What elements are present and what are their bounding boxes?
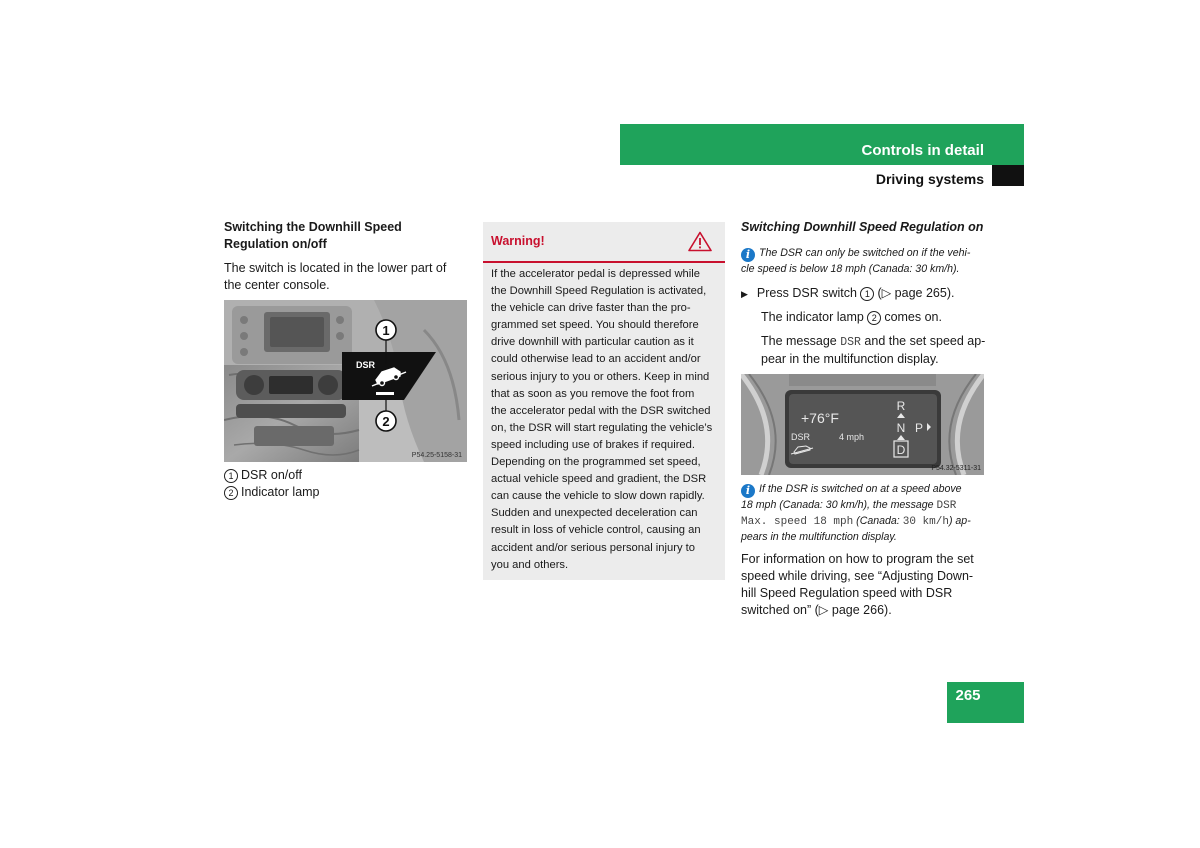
message-code: Max. speed 18 mph	[741, 516, 854, 528]
legend-number: 2	[224, 486, 238, 500]
display-figure-code: P54.32-5311-31	[931, 465, 981, 472]
instruction-step	[741, 285, 987, 303]
info-note-text: 18 mph (Canada: 30 km/h), the message	[741, 499, 934, 511]
display-speed: 4 mph	[839, 432, 865, 442]
page-reference: (▷ page 265).	[877, 286, 955, 300]
figure-code: P54.25-5158-31	[411, 452, 462, 459]
paragraph-line: For information on how to program the set	[741, 552, 974, 566]
right-heading: Switching Downhill Speed Regulation on	[741, 220, 984, 234]
page-number: 265	[955, 687, 981, 704]
info-note-1	[741, 246, 987, 277]
message-text-post: and the set speed ap-	[864, 334, 986, 348]
info-note-line: cle speed is below 18 mph (Canada: 30 km/h).	[741, 263, 960, 275]
info-note-line: pears in the multifunction display.	[741, 531, 897, 543]
warning-line: If the accelerator pedal is depressed while	[491, 268, 700, 280]
warning-line: Sudden and unexpected deceleration can	[491, 507, 698, 520]
warning-line: the accelerator pedal with the DSR switched	[491, 404, 711, 417]
callout-1: 1	[382, 323, 390, 338]
warning-line: serious injury to you or others. Keep in mind	[491, 370, 710, 383]
warning-line: the Downhill Speed Regulation is activated,	[491, 285, 707, 298]
warning-line: that as soon as you remove the foot from	[491, 387, 695, 400]
message-text-line2: pear in the multifunction display.	[761, 352, 939, 366]
gear-r: R	[896, 399, 906, 413]
center-console-figure	[224, 300, 467, 462]
display-dsr-label: DSR	[791, 432, 811, 442]
message-code: DSR	[840, 336, 861, 349]
warning-line: could otherwise lead to an accident and/or	[491, 353, 701, 366]
multifunction-display-figure	[741, 374, 984, 475]
legend-item	[224, 484, 464, 501]
warning-line: drive downhill with particular caution as it	[491, 336, 694, 349]
gear-d: D	[896, 443, 906, 457]
warning-line: can cause the vehicle to slow down rapidly.	[491, 490, 705, 503]
bullet-arrow-icon: ▶	[741, 289, 748, 299]
lamp-number: 2	[867, 311, 881, 325]
legend-text: DSR on/off	[241, 468, 302, 482]
warning-triangle-icon	[688, 231, 712, 257]
warning-line: on, the DSR will start regulating the vehicle’s	[491, 421, 713, 434]
info-note-text: (Canada:	[856, 515, 900, 527]
display-temperature: +76°F	[801, 410, 839, 426]
warning-line: the vehicle can drive faster than the pro-	[491, 302, 691, 315]
warning-divider	[483, 261, 725, 263]
step-number: 1	[860, 287, 874, 301]
section-subtitle: Driving systems	[875, 171, 984, 187]
header-tab-marker	[992, 165, 1024, 186]
left-column	[224, 219, 464, 294]
warning-line: result in loss of vehicle control, causing an	[491, 524, 701, 537]
warning-line: grammed set speed. You should therefore	[491, 319, 699, 332]
warning-title: Warning!	[491, 234, 545, 248]
paragraph-line: switched on” (▷ page 266).	[741, 603, 892, 617]
left-intro: The switch is located in the lower part of the center console.	[224, 261, 447, 292]
message-text-pre: The message	[761, 334, 837, 348]
paragraph-line: hill Speed Regulation speed with DSR	[741, 586, 953, 600]
warning-line: actual vehicle speed and gradient, the DSR	[491, 473, 707, 486]
info-note-2	[741, 482, 987, 545]
lamp-text-post: comes on.	[884, 310, 942, 324]
warning-line: Depending on the programmed set speed,	[491, 456, 701, 469]
message-text	[761, 333, 987, 368]
dsr-panel-label: DSR	[356, 360, 376, 370]
info-icon: i	[741, 248, 755, 262]
lamp-text-pre: The indicator lamp	[761, 310, 864, 324]
info-note-text: ) ap-	[948, 515, 971, 527]
warning-text	[491, 266, 717, 574]
warning-line: accident and/or serious personal injury to	[491, 541, 695, 554]
warning-line: you and others.	[491, 558, 569, 571]
message-code: 30 km/h	[902, 516, 949, 528]
callout-2: 2	[382, 414, 390, 429]
legend-text: Indicator lamp	[241, 485, 320, 499]
paragraph-line: speed while driving, see “Adjusting Down-	[741, 569, 974, 583]
left-heading: Switching the Downhill Speed Regulation on/off	[224, 220, 402, 251]
gear-n: N	[896, 421, 906, 435]
program-info-paragraph	[741, 551, 991, 619]
info-note-line: If the DSR is switched on at a speed above	[759, 483, 962, 495]
legend-number: 1	[224, 469, 238, 483]
info-note-line: The DSR can only be switched on if the vehi-	[759, 247, 971, 259]
legend-item	[224, 467, 464, 484]
message-code: DSR	[936, 500, 957, 512]
section-title: Controls in detail	[861, 142, 984, 159]
indicator-lamp-text	[761, 309, 987, 326]
step-text: Press DSR switch	[756, 286, 857, 300]
info-icon: i	[741, 484, 755, 498]
figure-legend	[224, 467, 464, 501]
warning-line: speed including use of brakes if required.	[491, 438, 695, 451]
gear-p: P	[914, 421, 924, 435]
